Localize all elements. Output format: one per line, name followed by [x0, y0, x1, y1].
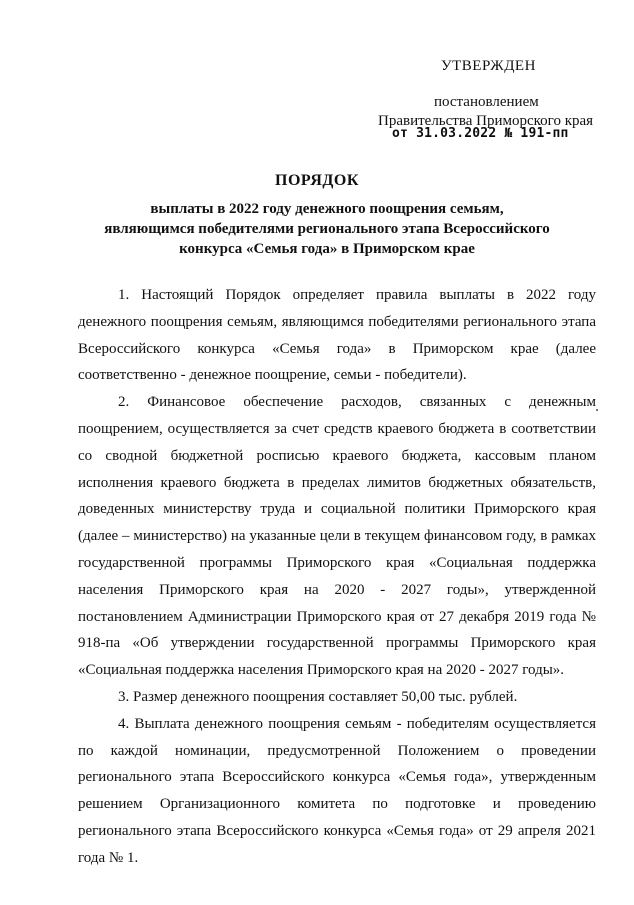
approved-label: УТВЕРЖДЕН: [441, 58, 536, 74]
document-body: [78, 282, 596, 872]
document-subtitle: [60, 199, 594, 259]
decree-number-stamp: от 31.03.2022 № 191-пп: [392, 126, 569, 141]
subtitle-line-1: выплаты в 2022 году денежного поощрения семьям,: [150, 201, 504, 217]
paragraph-1: 1. Настоящий Порядок определяет правила выплаты в 2022 году денежного поощрения семьям, являющимся победителями регионального этапа Всероссийского конкурса «Семья года» в Приморском крае (далее соответственно - денежное поощрение, семьи - победители).: [78, 287, 596, 384]
paragraph-3: 3. Размер денежного поощрения составляет 50,00 тыс. рублей.: [118, 688, 518, 705]
paragraph-2: 2. Финансовое обеспечение расходов, связанных с денежным поощрением, осуществляется за счет средств краевого бюджета в соответствии со сводной бюджетной росписью краевого бюджета, кассовым планом исполнения краевого бюджета в пределах лимитов бюджетных обязательств, доведенных министерству труда и социальной политики Приморского края (далее – министерство) на указанные цели в текущем финансовом году, в рамках государственной программы Приморского края «Социальная поддержка населения Приморского края на 2020 - 2027 годы», утвержденной постановлением Администрации Приморского края от 27 декабря 2019 года № 918-па «Об утверждении государственной программы Приморского края «Социальная поддержка населения Приморского края на 2020 - 2027 годы».: [78, 394, 596, 679]
subtitle-line-3: конкурса «Семья года» в Приморском крае: [179, 241, 475, 257]
government-label: Правительства Приморского края: [378, 113, 594, 129]
decree-label: постановлением: [434, 94, 539, 110]
paragraph-4: 4. Выплата денежного поощрения семьям - победителям осуществляется по каждой номинации, предусмотренной Положением о проведении регионального этапа Всероссийского конкурса «Семья года», утвержденным решением Организационного комитета по подготовке и проведению регионального этапа Всероссийского конкурса «Семья года» от 29 апреля 2021 года № 1.: [78, 715, 596, 866]
subtitle-line-2: являющимся победителями регионального этапа Всероссийского: [104, 221, 550, 237]
scan-speck: [596, 409, 598, 411]
document-title: ПОРЯДОК: [275, 172, 359, 189]
